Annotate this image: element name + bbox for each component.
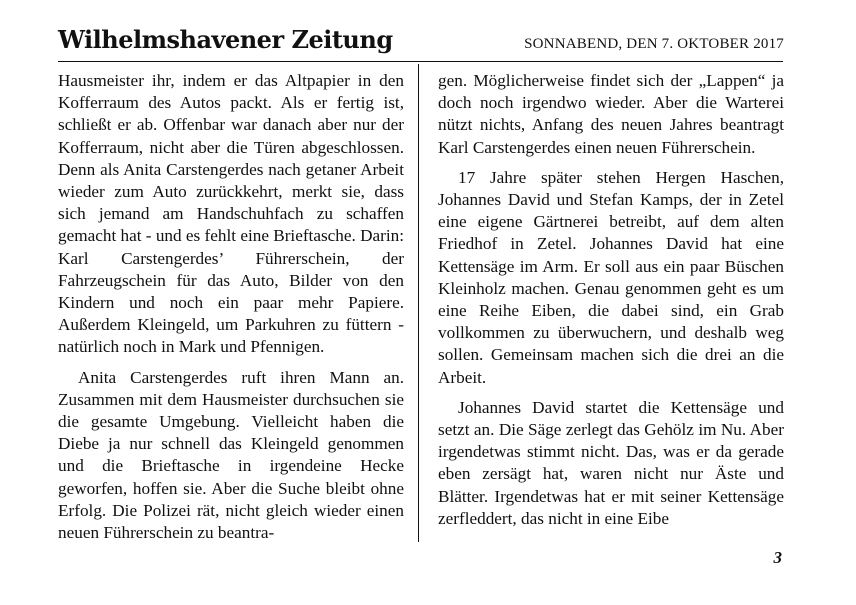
paragraph: gen. Möglicherweise findet sich der „Lappen“ ja doch noch irgendwo wieder. Aber die Warterei nützt nichts, Anfang des neuen Jahres beantragt Karl Carstengerdes einen neuen Führerschein. xyxy=(438,71,784,157)
column-divider xyxy=(418,64,419,542)
article-column-right xyxy=(438,70,784,538)
paragraph: Johannes David startet die Kettensäge und setzt an. Die Säge zerlegt das Gehölz im Nu. Aber irgendetwas stimmt nicht. Das, was er da gerade eben zersägt hat, waren nicht nur Äste und Blätter. Irgendetwas hat er mit seiner Kettensäge zerfleddert, das nicht in eine Eibe xyxy=(438,397,784,528)
header-rule xyxy=(58,61,783,62)
paragraph: 17 Jahre später stehen Hergen Haschen, Johannes David und Stefan Kamps, der in Zetel eine eigene Gärtnerei betreibt, auf dem alten Friedhof in Zetel. Johannes David hat eine Kettensäge im Arm. Er soll aus ein paar Büschen Kleinholz machen. Genau genommen geht es um eine Reihe Eiben, die dabei sind, ein Grab vollkommen zu überwuchern, und deshalb weg sollen. Gemeinsam machen sich die drei an die Arbeit. xyxy=(438,167,784,387)
issue-date: SONNABEND, DEN 7. OKTOBER 2017 xyxy=(524,36,784,52)
newspaper-masthead: Wilhelmshavener Zeitung xyxy=(58,25,393,54)
paragraph: Hausmeister ihr, indem er das Altpapier in den Kofferraum des Autos packt. Als er fertig ist, schließt er ab. Offenbar war danach aber nur der Kofferraum, nicht aber die Türen abgeschlossen. Denn als Anita Carstengerdes nach getaner Arbeit wieder zum Auto zurückkehrt, merkt sie, dass sich jemand am Handschuhfach zu schaffen gemacht hat - und es fehlt eine Brieftasche. Darin: Karl Carstengerdes’ Führerschein, der Fahrzeugschein für das Auto, Bilder von den Kindern und noch ein paar mehr Papiere. Außerdem Kleingeld, um Parkuhren zu füttern - natürlich noch in Mark und Pfennigen. xyxy=(58,71,404,357)
page-number: 3 xyxy=(773,548,782,567)
paragraph: Anita Carstengerdes ruft ihren Mann an. Zusammen mit dem Hausmeister durchsuchen sie die gesamte Umgebung. Vielleicht haben die Diebe ja nur schnell das Kleingeld genommen und die Brieftasche in irgendeine Hecke geworfen, hoffen sie. Aber die Suche bleibt ohne Erfolg. Die Polizei rät, nicht gleich wieder einen neuen Führerschein zu beantra- xyxy=(58,367,404,543)
article-column-left xyxy=(58,70,404,552)
